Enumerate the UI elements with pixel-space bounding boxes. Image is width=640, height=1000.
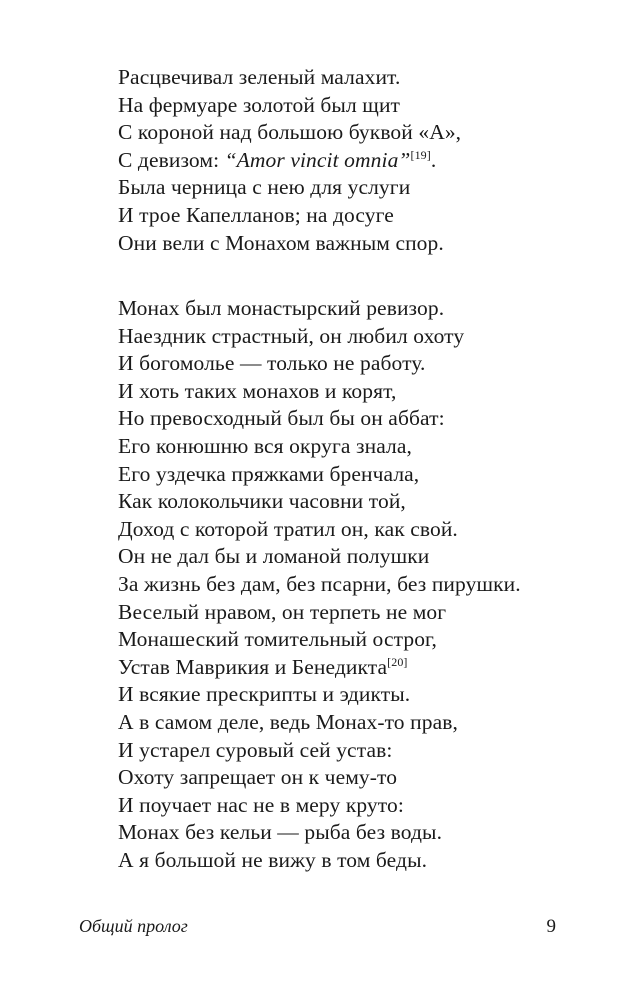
motto-prefix: С девизом: [118, 147, 225, 172]
verse-line: И богомолье — только не работу. [118, 351, 426, 376]
running-title: Общий пролог [79, 916, 188, 936]
verse-line: Он не дал бы и ломаной полушки [118, 544, 430, 569]
verse-line: И поучает нас не в меру круто: [118, 792, 404, 817]
verse-line: Расцвечивал зеленый малахит. [118, 65, 401, 89]
verse-line: И трое Капелланов; на досуге [118, 202, 394, 227]
stanza-2 [118, 295, 521, 874]
verse-line: Монах был монастырский ревизор. [118, 296, 445, 320]
page-number: 9 [546, 916, 556, 937]
verse-line-footnoted [118, 654, 521, 682]
verse-line: А я большой не вижу в том беды. [118, 847, 428, 872]
verse-line: Монашеский томительный острог, [118, 627, 438, 652]
motto-latin: “Amor vincit omnia” [224, 147, 411, 172]
verse-line: И хоть таких монахов и корят, [118, 378, 397, 403]
verse-line: А в самом деле, ведь Монах-то прав, [118, 709, 458, 734]
verse-line: Охоту запрещает он к чему-то [118, 765, 398, 790]
verse-line: Наездник страстный, он любил охоту [118, 323, 465, 348]
verse-line: За жизнь без дам, без псарни, без пирушки. [118, 571, 521, 596]
footnote-ref-19[interactable]: [19] [410, 147, 431, 162]
page-footer [79, 916, 556, 942]
line-text: Устав Маврикия и Бенедикта [118, 654, 388, 679]
verse-line: Они вели с Монахом важным спор. [118, 230, 444, 255]
verse-line: Монах без кельи — рыба без воды. [118, 820, 443, 845]
verse-line: Его уздечка пряжками бренчала, [118, 461, 420, 486]
verse-line: И всякие прескрипты и эдикты. [118, 682, 411, 707]
verse-line: На фермуаре золотой был щит [118, 92, 401, 117]
stanza-1 [118, 64, 461, 257]
verse-line: Была черница с нею для услуги [118, 175, 411, 200]
verse-line: С короной над большою буквой «А», [118, 120, 462, 145]
verse-line-motto [118, 147, 461, 175]
verse-line: Его конюшню вся округа знала, [118, 433, 412, 458]
motto-suffix: . [430, 147, 437, 172]
verse-line: Но превосходный был бы он аббат: [118, 406, 445, 431]
footnote-ref-20[interactable]: [20] [387, 654, 408, 669]
verse-line: И устарел суровый сей устав: [118, 737, 393, 762]
verse-line: Доход с которой тратил он, как свой. [118, 516, 458, 541]
verse-line: Веселый нравом, он терпеть не мог [118, 599, 447, 624]
verse-line: Как колокольчики часовни той, [118, 489, 406, 514]
